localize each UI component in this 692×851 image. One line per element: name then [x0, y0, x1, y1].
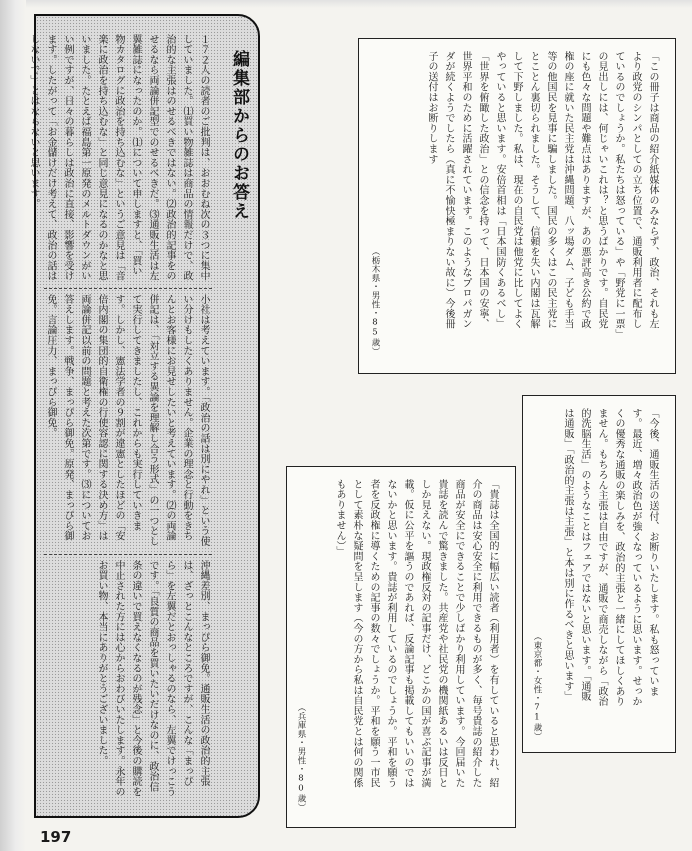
- letter-3-text: 「貴誌は全国的に幅広い読者（利用者）を有していると思われ、紹介の商品は安心安全に利用できるものが多く、毎号貴誌の紹介した商品が安全にできることで少しばかり利用しています。今回届いた貴誌を読んで驚きました。共産党や社民党の機関紙あるいは反日としか見えない。現政権反対の記事だけ、どこかの国が喜ぶ記事が満載。仮に公平を謳うのであれば、反論記事も掲載してもいいのではないかと思います。貴誌が利用しているのでしょうか。平和を願う者を反政権に導くための記事の数々でしょうか。平和を願う一市民として素朴な疑問を呈します（今の方から私は自民党とは何の関係もありません）」: [334, 479, 498, 788]
- letter-2-attribution: （東京都・女性・71歳）: [532, 632, 542, 741]
- editorial-column-1: [28, 34, 212, 284]
- letter-2-body: [533, 408, 661, 708]
- page-number: 197: [40, 828, 72, 846]
- reader-letter-1: [358, 38, 676, 374]
- letter-1-body: [371, 51, 661, 339]
- editorial-column-2: [44, 294, 212, 550]
- editorial-title: 編集部からのお答え: [229, 50, 249, 221]
- editorial-text-2: 小社は考えています。「政治の話は別にやれ」という使い分けもしたくありません。企業の理念と行動をきちんとお客様にお見せしたいと考えています。⑵の両論併記は、「対立する異論を理解し合う形式」の一つとして実行してきましたし、これからも実行していきます。しかし、憲法学者の９割が違憲としたほどの「安倍内閣の集団的自衛権の行使容認に関する決め方」は両論併記以前の問題と考えた次第です。⑶についてお答えします。戦争、まっぴら御免。原発、まっぴら御免。言論圧力、まっぴら御免。: [45, 294, 209, 547]
- letter-1-attribution: （栃木県・男性・85歳）: [370, 247, 380, 356]
- editorial-column-3: [44, 560, 212, 800]
- editorial-text-3: 沖縄差別、まっぴら御免。通販生活の政治的主張は、ざっとこんなところですが、こんな「まっぴら」を左翼だとおっしゃるのなら、左翼でけっこうです。「良質の商品を買いたいだけなのに、政治信条の違いで買えなくなるのが残念」と今後の購読を中止された方には心からおわびいたします。永年のお買い物、本当にありがとうございました。: [96, 560, 209, 797]
- editorial-text-1: １７２人の読者のご批判は、おおむね次の３つに集中していました。⑴買い物雑誌は商品の情報だけで、政治的な主張はのせるべきではない。⑵政治的記事をのせるなら両論併記型でのせるべきだ。⑶通販生活は左翼雑誌になったのか。⑴について申しますと、「買い物カタログに政治を持ち込むな」というご意見は「音楽に政治を持ち込むな」と同じ意見になるのかなと思いました。たとえば福島第一原発のメルトダウンがいい例ですが、日々の暮らしは政治に直接、影響を受けます。したがって「お金儲けだけ考えて、政治の話はしないで」とはならないと思います。: [28, 34, 209, 282]
- editorial-response-panel: [28, 14, 260, 818]
- letter-3-body: [297, 479, 501, 797]
- column-divider: [44, 554, 212, 555]
- reader-letter-3: [286, 466, 516, 828]
- letter-2-text: 「今後、通販生活の送付、お断りいたします。私も怒っています。最近、増々政治色が強くなっているように思います。せっかくの優秀な通販の楽しみを、政治的主張と一緒にしてほしくありません。もちろん主張は自由ですが、通販で商売しながら「政治的洗脳生活」のようなことはフェアではないと思います。「通販は通販」「政治的主張は主張」と本は別に作るべきと思います」: [562, 408, 658, 707]
- binding-gutter: [0, 0, 26, 851]
- reader-letter-2: [522, 395, 676, 753]
- column-divider: [44, 288, 212, 289]
- letter-1-text: 「この冊子は商品の紹介紙媒体のみならず、政治、それも左より政党のシンパとしての立ち位置で、通販利用者に配布しているのでしょうか。私たちは怒っている」や「野党に一票」の見出しには、何じゃいこれは？と思うばかりです。自民党にも色々な問題や難点はありますが、あの悪評高き公約で政権の座に就いた民主党は沖縄問題、八ッ場ダム、子ども手当等の他国民を見事に騙しました。国民の多くはこの民主党にとことん裏切られました。そうして、信頼を失い内閣は瓦解して下野しました。私は、現在の自民党は他党に比してよくやっていると思います。安倍首相は「日本国防くあるべし」「世界を俯瞰した政治」との信念を持って、日本国の安寧、世界平和のために活躍されています。このようなプロパガンダが続くようでしたら（真に不愉快極まりない故に）今後冊子の送付はお断りします: [426, 51, 658, 335]
- letter-3-attribution: （兵庫県・男性・80歳）: [296, 703, 306, 812]
- page-edge: [26, 0, 692, 8]
